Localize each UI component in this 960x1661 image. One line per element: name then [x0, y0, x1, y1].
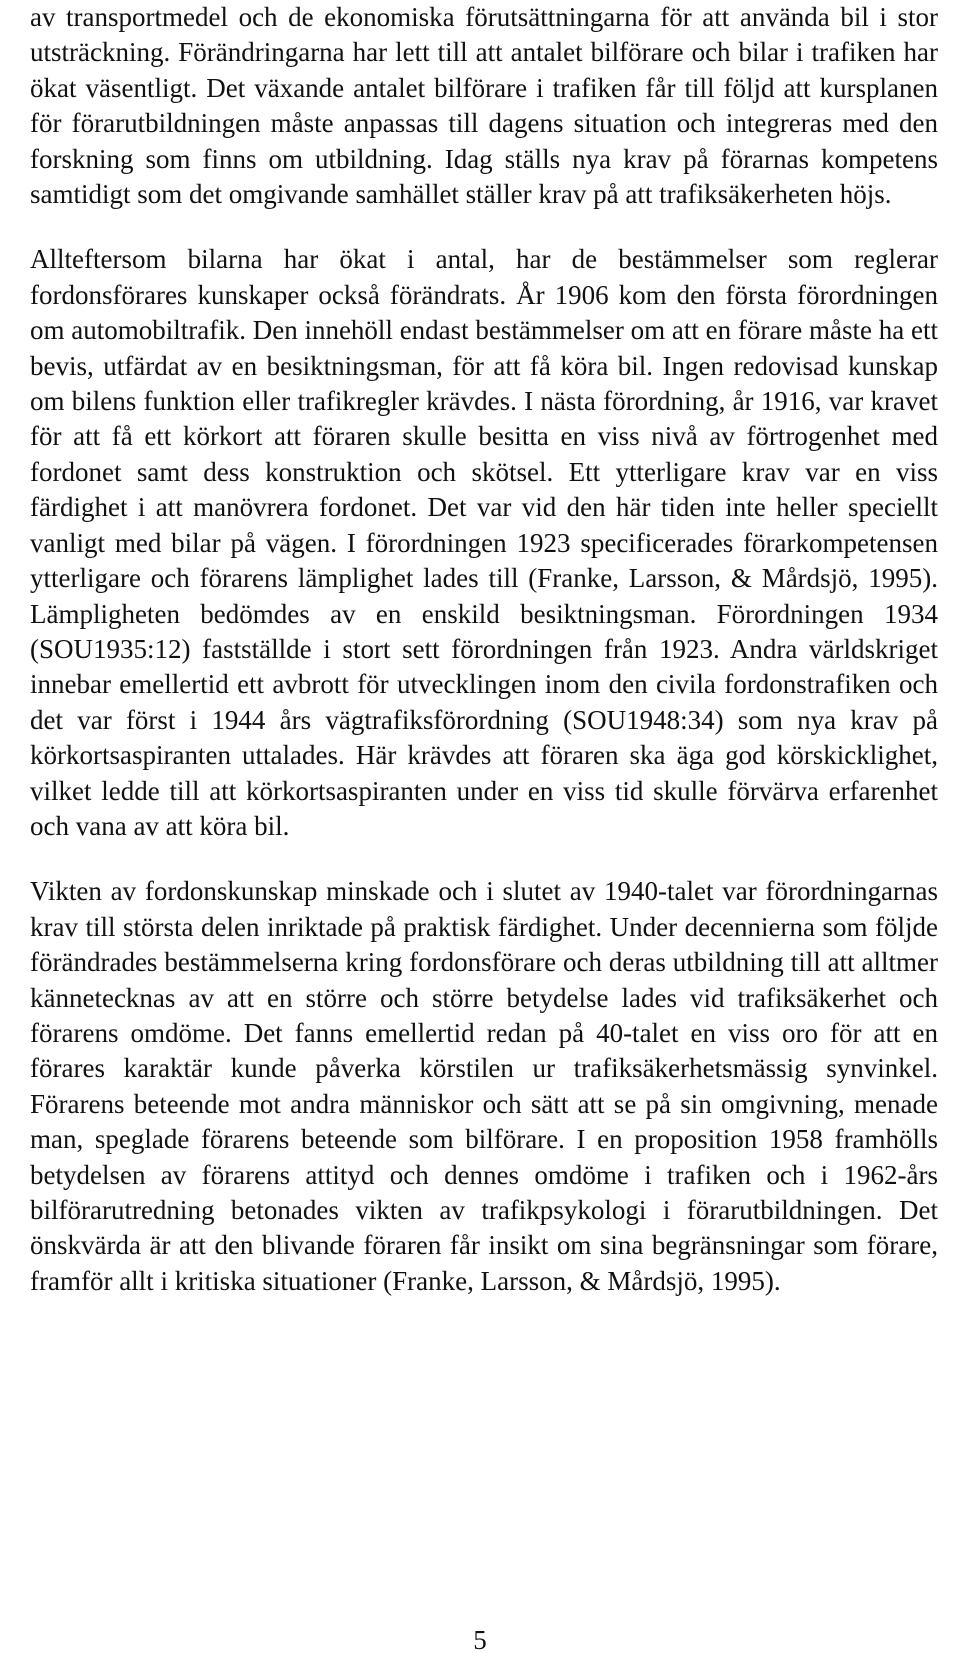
paragraph-2: Allteftersom bilarna har ökat i antal, har de bestämmelser som reglerar fordonsförares kunskaper också förändrats. År 1906 kom den första förordningen om automobiltrafik. Den innehöll endast bestämmelser om att en förare måste ha ett bevis, utfärdat av en besiktningsman, för att få köra bil. Ingen redovisad kunskap om bilens funktion eller trafikregler krävdes. I nästa förordning, år 1916, var kravet för att få ett körkort att föraren skulle besitta en viss nivå av förtrogenhet med fordonet samt dess konstruktion och skötsel. Ett ytterligare krav var en viss färdighet i att manövrera fordonet. Det var vid den här tiden inte heller speciellt vanligt med bilar på vägen. I förordningen 1923 specificerades förarkompetensen ytterligare och förarens lämplighet lades till (Franke, Larsson, & Mårdsjö, 1995). Lämpligheten bedömdes av en enskild besiktningsman. Förordningen 1934 (SOU1935:12) fastställde i stort sett förordningen från 1923. Andra världskriget innebar emellertid ett avbrott för utvecklingen inom den civila fordonstrafiken och det var först i 1944 års vägtrafiksförordning (SOU1948:34) som nya krav på körkortsaspiranten uttalades. Här krävdes att föraren ska äga god körskicklighet, vilket ledde till att körkortsaspiranten under en viss tid skulle förvärva erfarenhet och vana av att köra bil.: [30, 244, 938, 841]
page-number: 5: [473, 1625, 487, 1655]
paragraph-3: Vikten av fordonskunskap minskade och i slutet av 1940-talet var förordningarnas krav till största delen inriktade på praktisk färdighet. Under decennierna som följde förändrades bestämmelserna kring fordonsförare och deras utbildning till att alltmer kännetecknas av att en större och större betydelse lades vid trafiksäkerhet och förarens omdöme. Det fanns emellertid redan på 40-talet en viss oro för att en förares karaktär kunde påverka körstilen ur trafiksäkerhetsmässig synvinkel. Förarens beteende mot andra människor och sätt att se på sin omgivning, menade man, speglade förarens beteende som bilförare. I en proposition 1958 framhölls betydelsen av förarens attityd och dennes omdöme i trafiken och i 1962-års bilförarutredning betonades vikten av trafikpsykologi i förarutbildningen. Det önskvärda är att den blivande föraren får insikt om sina begränsningar som förare, framför allt i kritiska situationer (Franke, Larsson, & Mårdsjö, 1995).: [30, 876, 938, 1296]
paragraph-1: av transportmedel och de ekonomiska förutsättningarna för att använda bil i stor utsträckning. Förändringarna har lett till att antalet bilförare och bilar i trafiken har ökat väsentligt. Det växande antalet bilförare i trafiken får till följd att kursplanen för förarutbildningen måste anpassas till dagens situation och integreras med den forskning som finns om utbildning. Idag ställs nya krav på förarnas kompetens samtidigt som det omgivande samhället ställer krav på att trafiksäkerheten höjs.: [30, 2, 938, 210]
